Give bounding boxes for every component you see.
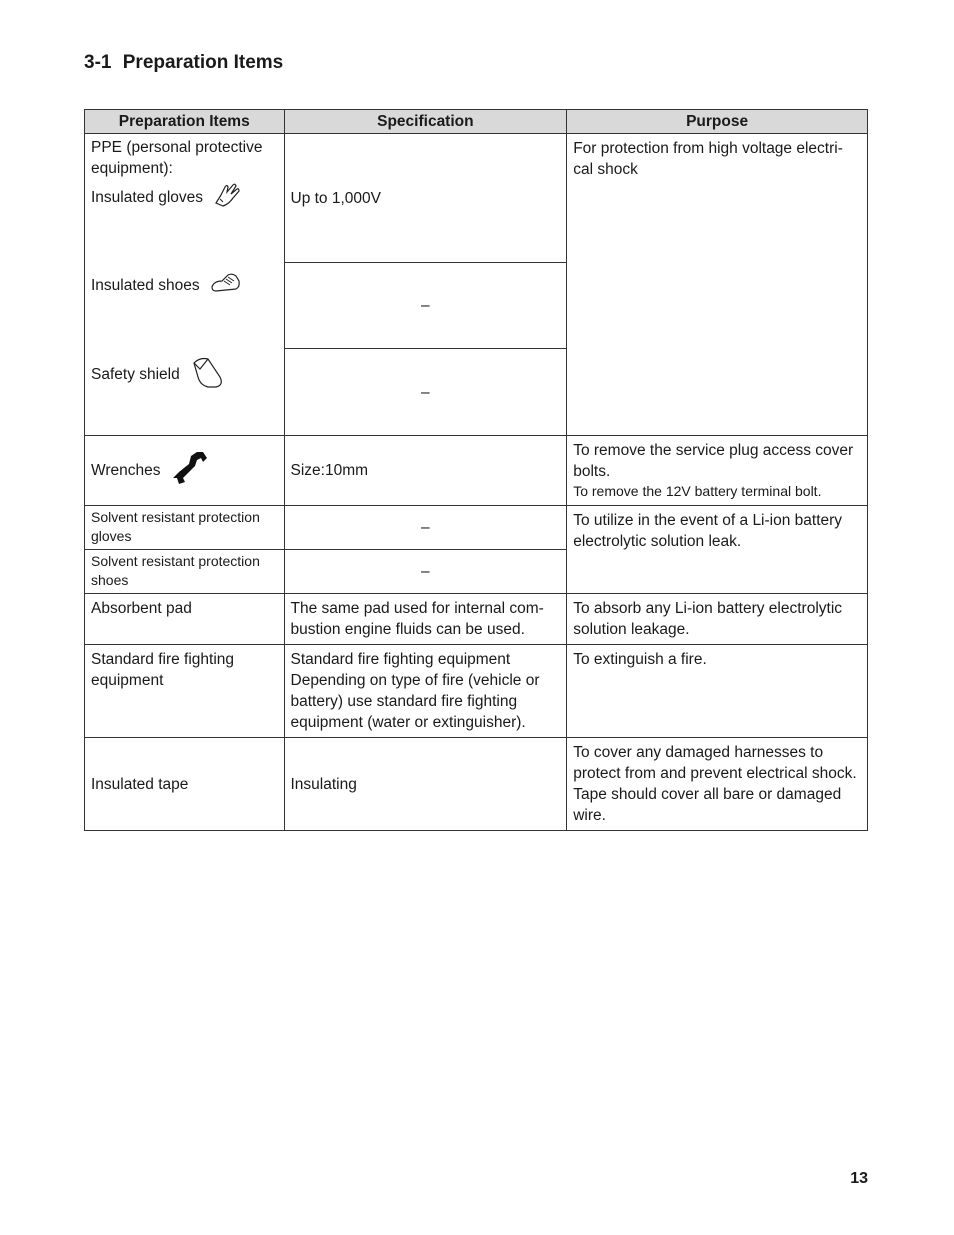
section-number: 3-1 [84, 52, 112, 73]
face-shield-icon [190, 355, 228, 395]
header-preparation-items: Preparation Items [85, 110, 285, 134]
ppe-gloves-spec: Up to 1,000V [284, 134, 567, 263]
table-header-row [85, 110, 868, 134]
wrench-icon [171, 450, 209, 492]
solvent-gloves-spec: – [284, 506, 567, 550]
wrenches-purpose-cell [567, 436, 868, 506]
table-row-tape [85, 738, 868, 831]
wrenches-label: Wrenches [91, 461, 161, 479]
ppe-shield-spec: – [284, 349, 567, 436]
solvent-shoes-label: Solvent resistant protection shoes [85, 550, 285, 594]
wrenches-purpose-1: To remove the service plug access cover bolts. [573, 442, 854, 480]
shoe-icon [210, 271, 242, 301]
page-number: 13 [850, 1170, 868, 1187]
ppe-shoes-spec: – [284, 263, 567, 349]
ppe-shoes-row [91, 271, 278, 301]
table-row-fire [85, 645, 868, 738]
fire-spec-2: Depending on type of fire (vehicle or battery) use standard fire fighting equipment (water or extinguisher). [290, 672, 540, 731]
header-specification: Specification [284, 110, 567, 134]
section-heading [84, 52, 283, 74]
fire-spec-cell [284, 645, 567, 738]
ppe-purpose: For protection from high voltage electri-cal shock [567, 134, 868, 436]
glove-icon [213, 181, 243, 215]
wrenches-item-cell [85, 436, 285, 506]
ppe-gloves-row [91, 181, 278, 215]
section-title: Preparation Items [122, 52, 284, 73]
tape-spec: Insulating [284, 738, 567, 831]
solvent-gloves-label: Solvent resistant protection gloves [85, 506, 285, 550]
wrenches-purpose-2: To remove the 12V battery terminal bolt. [573, 483, 822, 499]
ppe-shoes-label: Insulated shoes [91, 277, 200, 295]
table-row-absorbent [85, 594, 868, 645]
table-row-solvent-gloves [85, 506, 868, 550]
ppe-intro: PPE (personal protective equipment): [91, 139, 263, 177]
table-row-wrenches [85, 436, 868, 506]
absorbent-spec: The same pad used for internal com-bustion engine fluids can be used. [284, 594, 567, 645]
solvent-purpose: To utilize in the event of a Li-ion battery electrolytic solution leak. [567, 506, 868, 594]
header-purpose: Purpose [567, 110, 868, 134]
fire-spec-1: Standard fire fighting equipment [290, 651, 511, 668]
ppe-gloves-label: Insulated gloves [91, 189, 204, 207]
ppe-shield-label: Safety shield [91, 366, 180, 384]
solvent-shoes-spec: – [284, 550, 567, 594]
fire-purpose: To extinguish a fire. [567, 645, 868, 738]
absorbent-purpose: To absorb any Li-ion battery electrolytic solution leakage. [567, 594, 868, 645]
wrenches-spec: Size:10mm [284, 436, 567, 506]
table-row-ppe-gloves [85, 134, 868, 263]
absorbent-item: Absorbent pad [85, 594, 285, 645]
preparation-items-table [84, 109, 868, 831]
ppe-items-cell [85, 134, 285, 436]
ppe-shield-row [91, 355, 278, 395]
tape-purpose: To cover any damaged harnesses to protect from and prevent electrical shock. Tape should cover all bare or damaged wire. [567, 738, 868, 831]
fire-item: Standard fire fighting equipment [85, 645, 285, 738]
tape-item: Insulated tape [85, 738, 285, 831]
